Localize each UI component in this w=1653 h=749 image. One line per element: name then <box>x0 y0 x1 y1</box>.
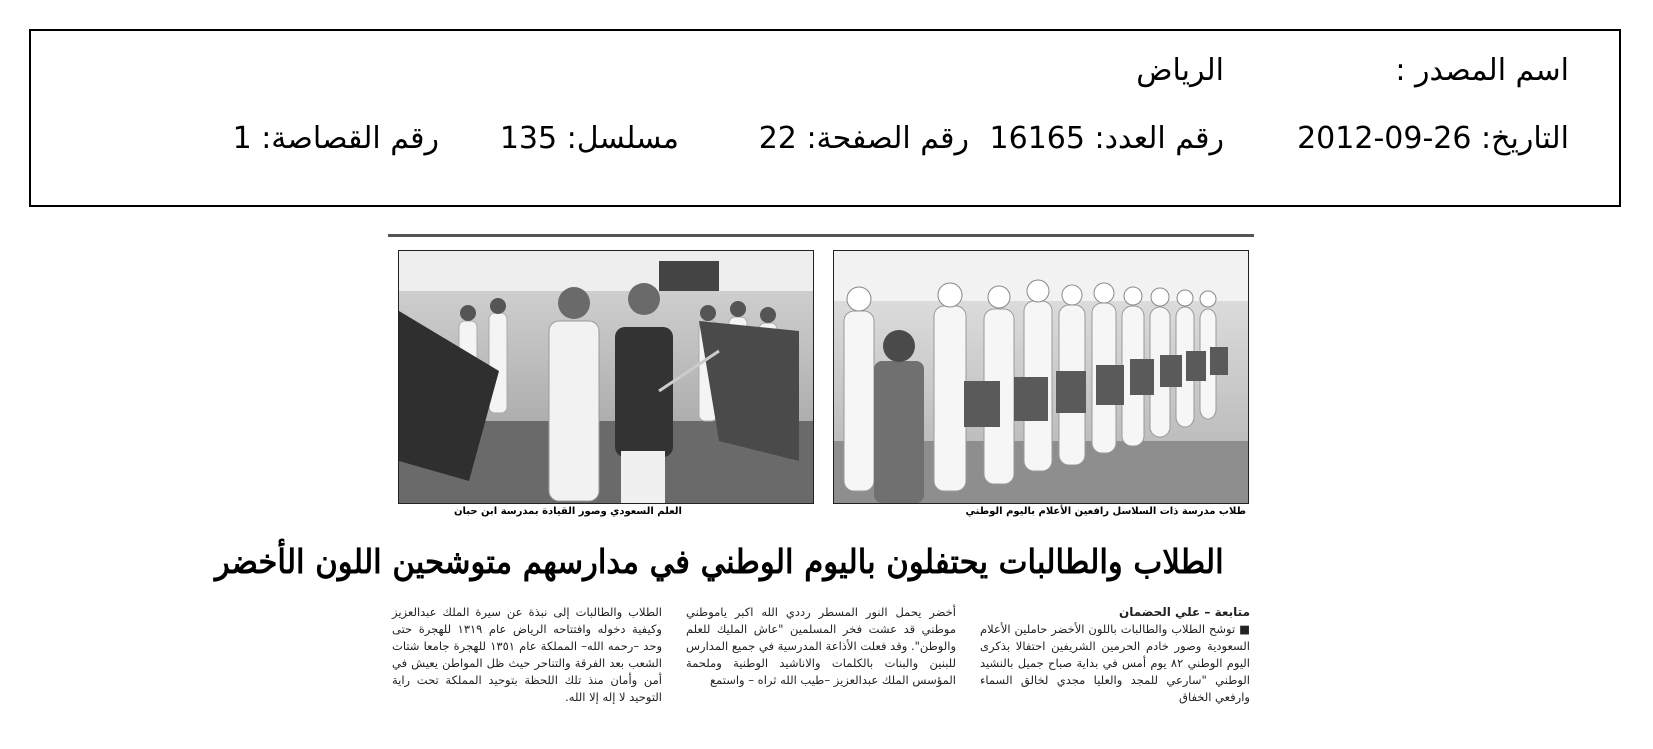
article-headline: الطلاب والطالبات يحتفلون باليوم الوطني في مدارسهم متوشحين اللون الأخضر <box>214 542 1224 581</box>
source-info-box <box>29 29 1621 207</box>
photo-left-caption: العلم السعودي وصور القيادة بمدرسة ابن حبان <box>453 506 682 517</box>
article-byline: متابعة – علي الحضمان <box>1118 605 1250 619</box>
clip-number: رقم القصاصة: 1 <box>232 121 439 156</box>
article-column-3: الطلاب والطالبات إلى نبذة عن سيرة الملك عبدالعزيز وكيفية دخوله وافتتاحه الرياض عام ١٣١٩ للهجرة حتى وحد –رحمه الله– المملكة عام ١٣٥١ للهجرة جامعا شتات الشعب بعد الفرقة والتناحر حيث ظل المواطن يعيش في أمن وأمان منذ تلك اللحظة بتوحيد المملكة تحت راية التوحيد لا إله إلا الله. <box>392 605 662 704</box>
page-number: رقم الصفحة: 22 <box>758 121 969 156</box>
photo-right-caption: طلاب مدرسة ذات السلاسل رافعين الأعلام باليوم الوطني <box>965 506 1246 517</box>
newspaper-clipping <box>214 234 1254 742</box>
source-value: الرياض <box>1136 53 1224 88</box>
article-column-2: أخضر يحمل النور المسطر رددي الله اكبر ياموطني موطني قد عشت فخر المسلمين "عاش المليك للعلم والوطن". وقد فعلت الأذاعة المدرسية في جميع المدارس للبنين والبنات بالكلمات والاناشيد الوطنية وملحمة المؤسس الملك عبدالعزيز –طيب الله ثراه – واستمع <box>686 605 956 687</box>
clipping-top-rule <box>388 234 1254 237</box>
photo-students-flags-row <box>833 250 1249 504</box>
article-column-1 <box>980 604 1250 706</box>
issue-number: رقم العدد: 16165 <box>989 121 1224 156</box>
source-label: اسم المصدر : <box>1395 53 1569 88</box>
photo-flag-students <box>398 250 814 504</box>
serial-number: مسلسل: 135 <box>499 121 679 156</box>
column-1-text: ■ توشح الطلاب والطالبات باللون الأخضر حاملين الأعلام السعودية وصور خادم الحرمين الشريفين احتفالا بذكرى اليوم الوطني ٨٢ يوم أمس في بداية صباح جميل بالنشيد الوطني "سارعي للمجد والعليا مجدي لخالق السماء وارفعي الخفاق <box>980 622 1250 704</box>
date-field: التاريخ: 26-09-2012 <box>1297 121 1569 156</box>
